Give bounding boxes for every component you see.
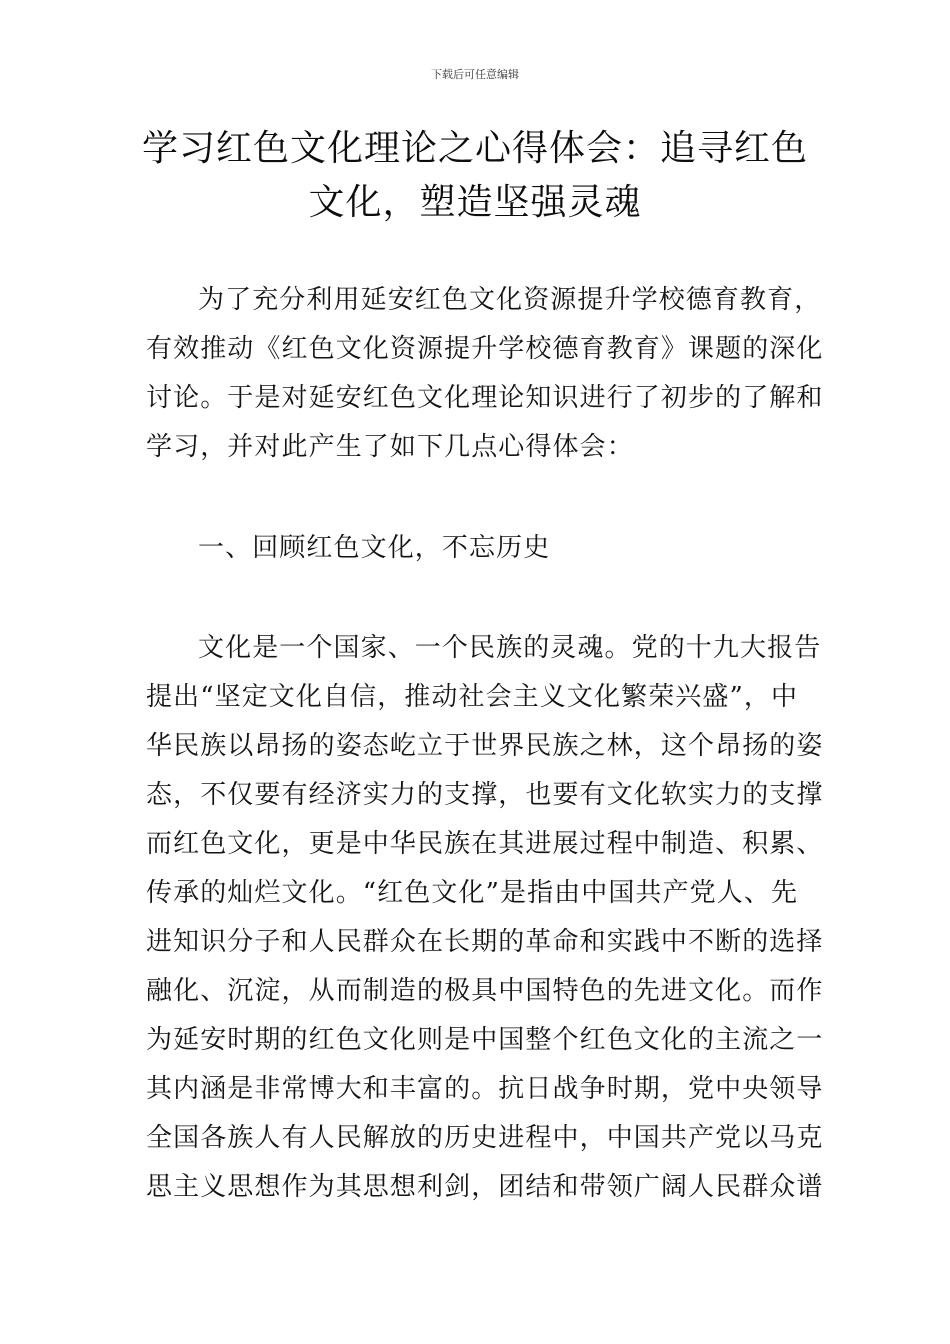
paragraph-line: 华民族以昂扬的姿态屹立于世界民族之林，这个昂扬的姿 xyxy=(146,731,824,761)
title-line-2: 文化，塑造坚强灵魂 xyxy=(308,182,642,223)
section-1-body xyxy=(146,624,824,1212)
paragraph-line: 提出“坚定文化自信，推动社会主义文化繁荣兴盛”，中 xyxy=(146,682,799,712)
paragraph-line: 融化、沉淀，从而制造的极具中国特色的先进文化。而作 xyxy=(146,976,824,1006)
header-note: 下载后可任意编辑 xyxy=(431,68,519,81)
paragraph-line: 而红色文化，更是中华民族在其进展过程中制造、积累、 xyxy=(146,829,824,859)
document-title xyxy=(120,122,830,230)
paragraph-line: 思主义思想作为其思想利剑，团结和带领广阔人民群众谱 xyxy=(146,1172,824,1202)
paragraph-line: 讨论。于是对延安红色文化理论知识进行了初步的了解和 xyxy=(146,383,824,413)
paragraph-line: 有效推动《红色文化资源提升学校德育教育》课题的深化 xyxy=(146,334,824,364)
paragraph-line: 态，不仅要有经济实力的支撑，也要有文化软实力的支撑 xyxy=(146,780,824,810)
section-heading xyxy=(146,524,806,573)
title-line-1: 学习红色文化理论之心得体会：追寻红色 xyxy=(141,128,808,169)
paragraph-line: 文化是一个国家、一个民族的灵魂。党的十九大报告 xyxy=(198,633,822,663)
paragraph-line: 进知识分子和人民群众在长期的革命和实践中不断的选择 xyxy=(146,927,824,957)
intro-paragraph xyxy=(146,276,824,472)
paragraph-line: 为了充分利用延安红色文化资源提升学校德育教育， xyxy=(198,285,822,315)
paragraph-line: 传承的灿烂文化。“红色文化”是指由中国共产党人、先 xyxy=(146,878,799,908)
section-heading-text: 一、回顾红色文化，不忘历史 xyxy=(198,533,551,563)
paragraph-line: 为延安时期的红色文化则是中国整个红色文化的主流之一 xyxy=(146,1025,824,1055)
paragraph-line: 其内涵是非常博大和丰富的。抗日战争时期，党中央领导 xyxy=(146,1074,824,1104)
paragraph-line: 全国各族人有人民解放的历史进程中，中国共产党以马克 xyxy=(146,1123,824,1153)
paragraph-line: 学习，并对此产生了如下几点心得体会： xyxy=(146,432,634,462)
